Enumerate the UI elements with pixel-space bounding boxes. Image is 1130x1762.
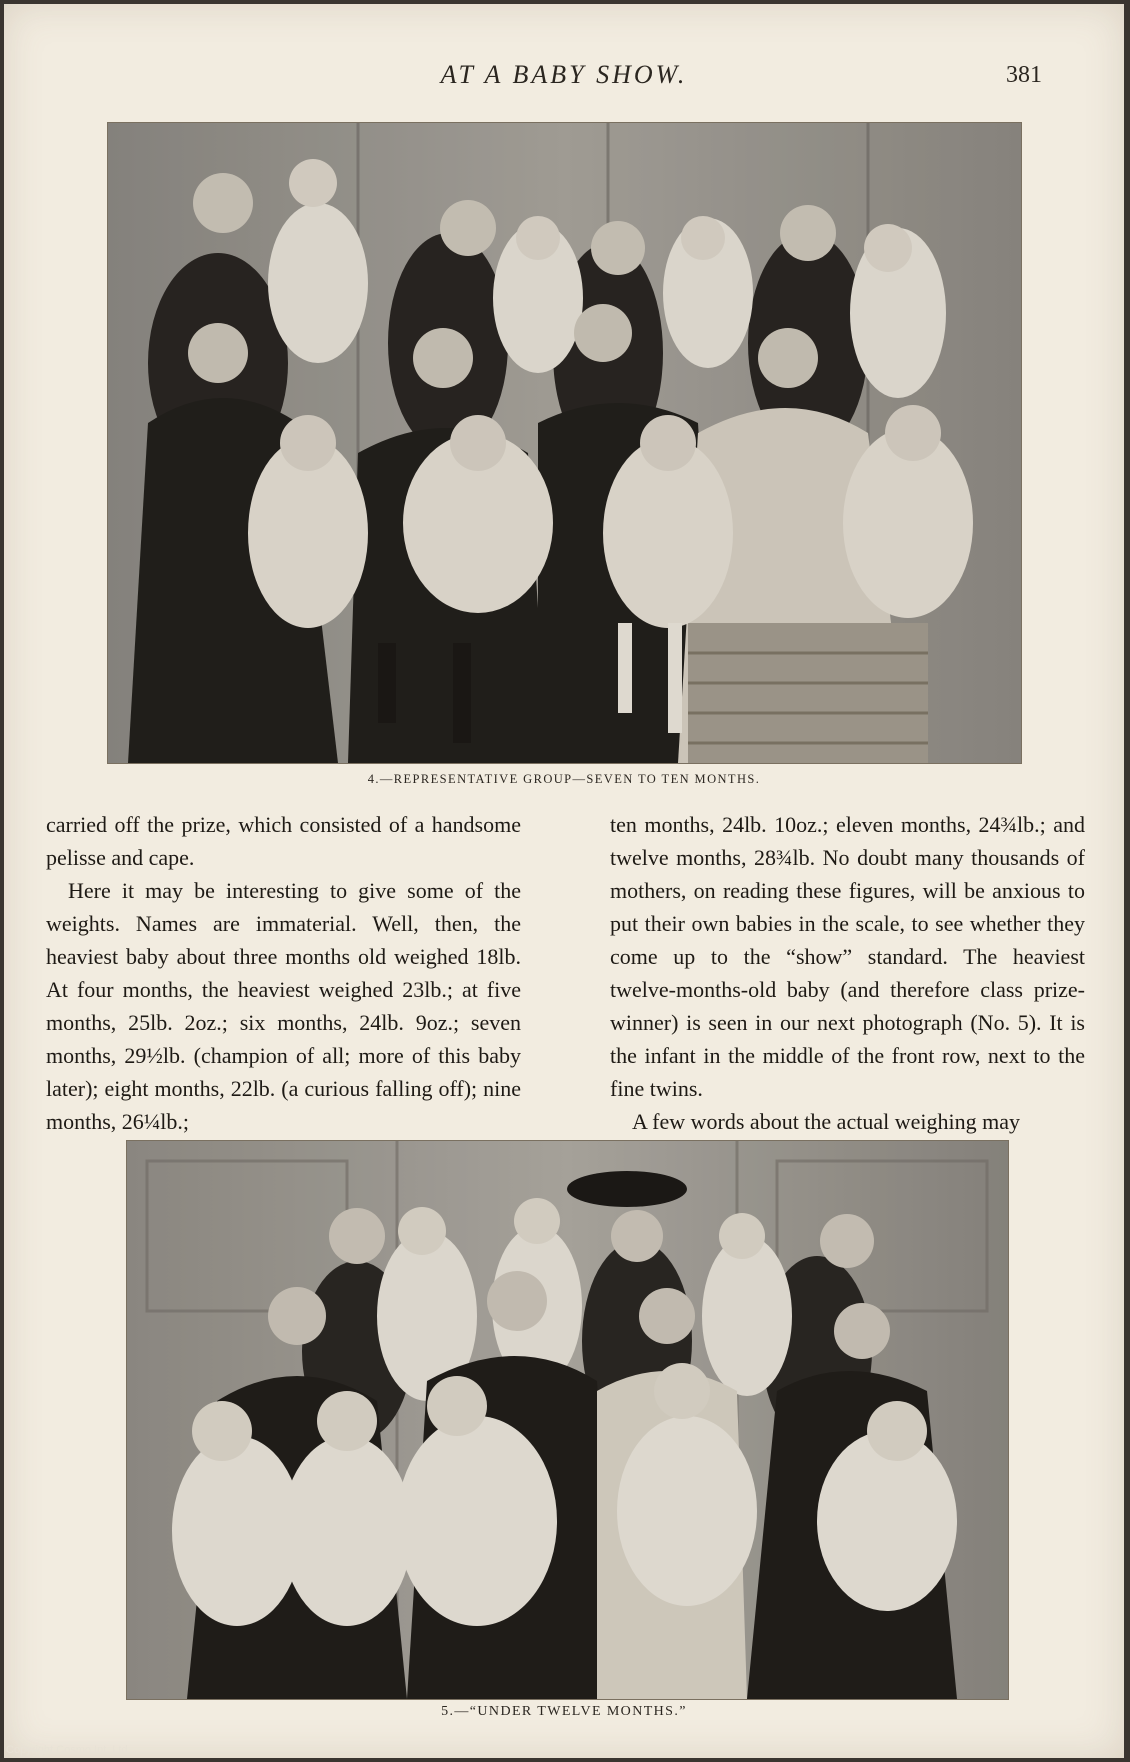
magazine-page (4, 4, 1124, 1758)
running-title: AT A BABY SHOW. (440, 60, 688, 89)
page-number: 381 (1006, 62, 1042, 88)
copyright-notice: Copyright Cosmo Int. Ltd (6, 1744, 128, 1756)
figure-caption-4: 4.—REPRESENTATIVE GROUP—SEVEN TO TEN MONTHS. (367, 772, 761, 786)
text-column-left (46, 808, 521, 1138)
photo-illustration (108, 123, 1021, 763)
paragraph: Here it may be interesting to give some of the weights. Names are immaterial. Well, then, the heaviest baby about three months old weighed 18lb. At four months, the heaviest weighed 23lb.; at five months, 25lb. 2oz.; six months, 24lb. 9oz.; seven months, 29½lb. (champion of all; more of this baby later); eight months, 22lb. (a curious falling off); nine months, 26¼lb.; (46, 878, 521, 1134)
group-photo-seven-to-ten-months (107, 122, 1022, 764)
paragraph: A few words about the actual weighing may (632, 1109, 1020, 1134)
paragraph: carried off the prize, which consisted of a handsome pelisse and cape. (46, 812, 521, 870)
group-photo-under-twelve-months (126, 1140, 1009, 1700)
photo-illustration (127, 1141, 1008, 1699)
text-column-right (610, 808, 1085, 1138)
figure-caption-5: 5.—“UNDER TWELVE MONTHS.” (441, 1704, 687, 1719)
paragraph: ten months, 24lb. 10oz.; eleven months, 24¾lb.; and twelve months, 28¾lb. No doubt many thousands of mothers, on reading these figures, will be anxious to put their own babies in the scale, to see whether they come up to the “show” standard. The heaviest twelve-months-old baby (and therefore class prize-winner) is seen in our next photograph (No. 5). It is the infant in the middle of the front row, next to the fine twins. (610, 812, 1085, 1101)
